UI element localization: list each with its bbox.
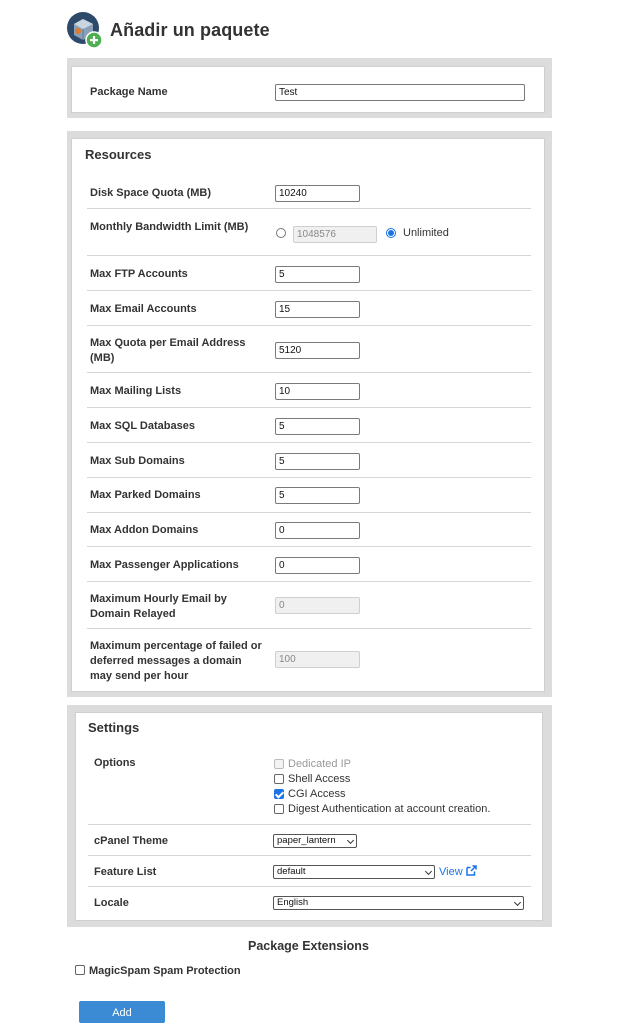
row-divider [87,372,531,373]
package-extensions-title: Package Extensions [248,939,369,953]
package-add-icon [66,11,104,49]
row-divider [88,886,531,887]
cgi-access-label: CGI Access [288,788,346,800]
cgi-access-checkbox[interactable] [274,789,284,799]
row-divider [87,208,531,209]
dedicated-ip-label: Dedicated IP [288,758,351,770]
package-name-input[interactable] [275,84,525,101]
sub-domains-input[interactable] [275,453,360,470]
magicspam-checkbox[interactable] [75,965,85,975]
shell-access-checkbox[interactable] [274,774,284,784]
row-divider [87,442,531,443]
quota-email-input[interactable] [275,342,360,359]
hourly-email-input[interactable] [275,597,360,614]
shell-access-label: Shell Access [288,773,351,785]
bandwidth-unlimited-label: Unlimited [403,227,449,239]
dedicated-ip-checkbox[interactable] [274,759,284,769]
mailing-lists-label: Max Mailing Lists [90,385,182,397]
bandwidth-limit-radio[interactable] [276,228,286,238]
settings-title: Settings [88,720,140,735]
hourly-email-label: Maximum Hourly Email by Domain Relayed [90,593,227,620]
row-divider [88,855,531,856]
options-label: Options [94,757,136,769]
external-link-icon [466,865,477,876]
locale-label: Locale [94,897,129,909]
sub-domains-label: Max Sub Domains [90,455,185,467]
package-name-label: Package Name [90,86,168,98]
row-divider [87,477,531,478]
row-divider [87,512,531,513]
cpanel-theme-label: cPanel Theme [94,835,168,847]
locale-select[interactable] [273,896,524,910]
addon-domains-label: Max Addon Domains [90,524,199,536]
passenger-apps-label: Max Passenger Applications [90,559,239,571]
cpanel-theme-value: paper_lantern [277,835,336,846]
digest-auth-checkbox[interactable] [274,804,284,814]
row-divider [88,824,531,825]
cpanel-theme-select[interactable] [273,834,357,848]
row-divider [87,546,531,547]
ftp-input[interactable] [275,266,360,283]
page-header [66,10,270,50]
digest-auth-label: Digest Authentication at account creation. [288,803,491,815]
feature-list-label: Feature List [94,866,157,878]
failed-percent-input[interactable] [275,651,360,668]
row-divider [87,290,531,291]
bandwidth-unlimited-radio[interactable] [386,228,396,238]
email-accounts-label: Max Email Accounts [90,303,197,315]
chevron-down-icon [347,837,354,844]
row-divider [87,628,531,629]
magicspam-label: MagicSpam Spam Protection [89,965,241,977]
row-divider [87,407,531,408]
add-button[interactable]: Add [79,1001,165,1023]
addon-domains-input[interactable] [275,522,360,539]
locale-value: English [277,897,309,908]
chevron-down-icon [425,868,432,875]
feature-list-select[interactable] [273,865,435,879]
mailing-lists-input[interactable] [275,383,360,400]
page-title: Añadir un paquete [110,19,270,40]
email-accounts-input[interactable] [275,301,360,318]
resources-title: Resources [85,147,152,162]
ftp-label: Max FTP Accounts [90,268,188,280]
parked-domains-input[interactable] [275,487,360,504]
bandwidth-label: Monthly Bandwidth Limit (MB) [90,221,249,233]
parked-domains-label: Max Parked Domains [90,489,201,501]
row-divider [87,255,531,256]
sql-databases-input[interactable] [275,418,360,435]
sql-databases-label: Max SQL Databases [90,420,195,432]
view-link-label: View [439,866,463,878]
bandwidth-input[interactable] [293,226,377,243]
passenger-apps-input[interactable] [275,557,360,574]
quota-email-label: Max Quota per Email Address (MB) [90,337,246,364]
chevron-down-icon [514,899,521,906]
row-divider [87,581,531,582]
feature-list-view-link[interactable] [439,865,477,878]
failed-percent-label: Maximum percentage of failed or deferred messages a domain may send per hour [90,640,262,682]
disk-quota-input[interactable] [275,185,360,202]
settings-panel [75,712,543,921]
feature-list-value: default [277,866,306,877]
disk-quota-label: Disk Space Quota (MB) [90,187,212,199]
row-divider [87,325,531,326]
